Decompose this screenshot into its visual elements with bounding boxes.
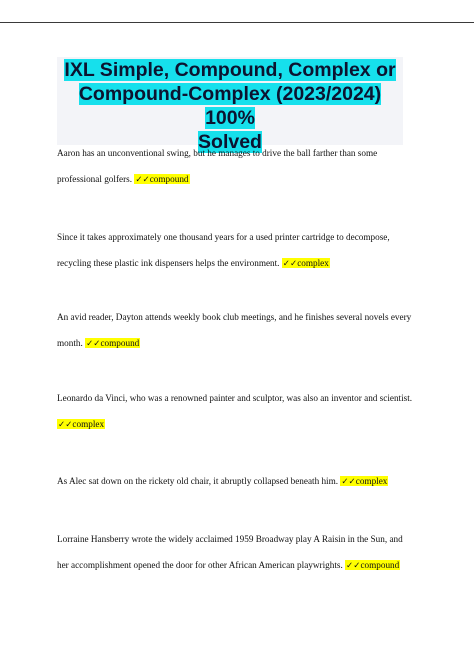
top-rule: [0, 22, 474, 23]
question-text: Since it takes approximately one thousand years for a used printer cartridge to decompose,: [57, 232, 390, 242]
check-mark-icon: ✓✓: [135, 175, 150, 185]
question-text: Aaron has an unconventional swing, but he manages to drive the ball farther than some: [57, 148, 378, 158]
question-4: [57, 385, 437, 438]
answer-highlight: [85, 338, 140, 348]
document-title-line-2: Compound-Complex (2023/2024) 100%: [78, 83, 382, 129]
answer-text: compound: [100, 338, 140, 348]
check-mark-icon: ✓✓: [346, 561, 361, 571]
answer-text: compound: [149, 174, 189, 184]
question-5: [57, 468, 437, 495]
answer-highlight: [340, 476, 388, 486]
answer-text: complex: [355, 476, 388, 486]
question-text: professional golfers.: [57, 174, 133, 184]
check-mark-icon: ✓✓: [282, 259, 298, 269]
answer-highlight: [345, 560, 400, 570]
question-text: recycling these plastic ink dispensers helps the environment.: [57, 258, 280, 268]
answer-text: complex: [72, 419, 105, 429]
question-text: As Alec sat down on the rickety old chair, it abruptly collapsed beneath him.: [57, 476, 339, 486]
answer-highlight: [134, 174, 189, 184]
document-title-line-1: IXL Simple, Compound, Complex or: [64, 59, 396, 81]
answer-highlight: [57, 419, 105, 429]
answer-highlight: [282, 258, 330, 268]
question-text: Lorraine Hansberry wrote the widely acclaimed 1959 Broadway play A Raisin in the Sun, and: [57, 534, 403, 544]
question-1: [57, 140, 437, 193]
answer-text: complex: [297, 258, 329, 268]
question-text: An avid reader, Dayton attends weekly book club meetings, and he finishes several novels every: [57, 312, 412, 322]
question-text: her accomplishment opened the door for other African American playwrights.: [57, 560, 343, 570]
question-text: Leonardo da Vinci, who was a renowned painter and sculptor, was also an inventor and scientist.: [57, 393, 413, 403]
document-title-line-3: Solved: [198, 131, 262, 153]
question-text: month.: [57, 338, 83, 348]
answer-text: compound: [360, 560, 400, 570]
check-mark-icon: ✓✓: [86, 339, 101, 349]
check-mark-icon: ✓✓: [341, 477, 356, 487]
question-2: [57, 224, 437, 277]
question-6: [57, 526, 437, 579]
check-mark-icon: ✓✓: [58, 420, 73, 430]
question-3: [57, 304, 437, 357]
